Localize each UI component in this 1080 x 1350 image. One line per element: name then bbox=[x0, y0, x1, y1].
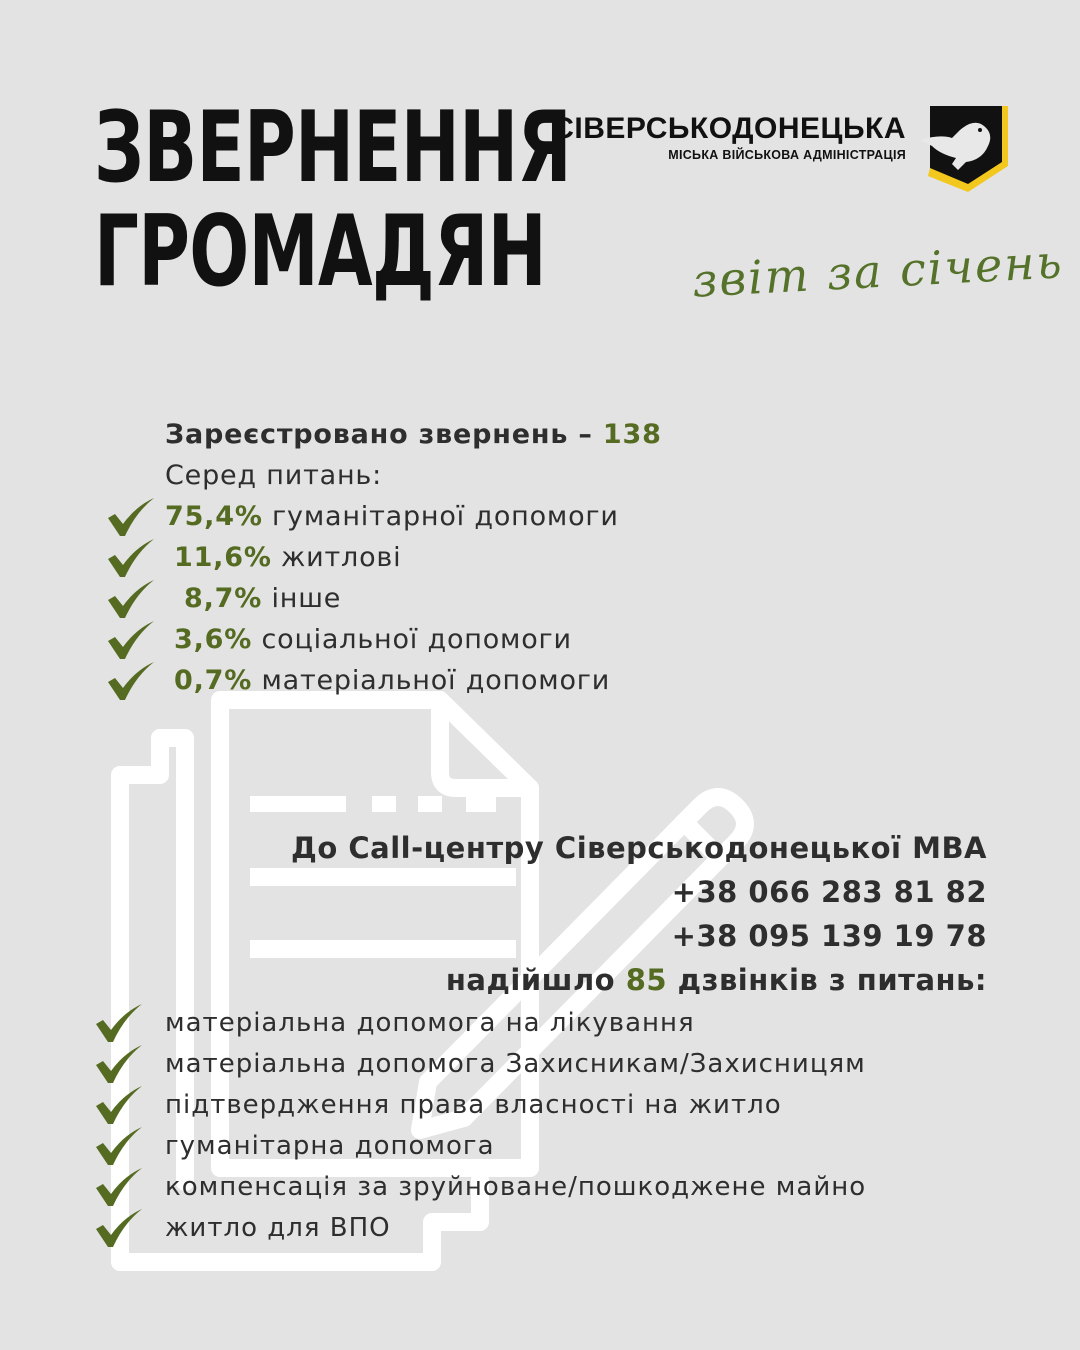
phone-1: +38 066 283 81 82 bbox=[671, 875, 987, 909]
check-icon bbox=[106, 662, 156, 702]
topics-list bbox=[165, 1003, 866, 1249]
list-item bbox=[165, 496, 662, 537]
check-icon bbox=[94, 1209, 144, 1249]
list-item bbox=[165, 578, 662, 619]
title-line-1: ЗВЕРНЕННЯ bbox=[94, 91, 572, 205]
check-icon bbox=[106, 621, 156, 661]
logo-subtitle: МІСЬКА ВІЙСЬКОВА АДМІНІСТРАЦІЯ bbox=[668, 148, 906, 162]
stat-label: житлові bbox=[271, 542, 402, 573]
calls-count: 85 bbox=[625, 963, 668, 997]
stat-label: соціальної допомоги bbox=[252, 624, 572, 655]
among-label: Серед питань: bbox=[165, 460, 382, 491]
stat-percent: 11,6% bbox=[174, 542, 272, 573]
list-item: компенсація за зруйноване/пошкоджене майно bbox=[165, 1172, 867, 1202]
check-icon bbox=[94, 1004, 144, 1044]
list-item bbox=[165, 660, 662, 701]
title-line-2: ГРОМАДЯН bbox=[94, 195, 546, 309]
stat-percent: 3,6% bbox=[174, 624, 253, 655]
stat-percent: 0,7% bbox=[174, 665, 253, 696]
list-item: матеріальна допомога Захисникам/Захисницям bbox=[165, 1049, 866, 1079]
registered-label: Зареєстровано звернень – bbox=[165, 419, 603, 450]
phone-2: +38 095 139 19 78 bbox=[671, 919, 987, 953]
page-title bbox=[94, 91, 572, 309]
report-label: звіт за січень bbox=[690, 234, 1065, 308]
check-icon bbox=[94, 1168, 144, 1208]
call-center-heading: До Call-центру Сіверськодонецької МВА bbox=[291, 831, 987, 865]
list-item bbox=[165, 619, 662, 660]
stat-percent: 75,4% bbox=[165, 501, 263, 532]
stat-label: гуманітарної допомоги bbox=[262, 501, 619, 532]
registered-line bbox=[165, 414, 662, 455]
check-icon bbox=[106, 580, 156, 620]
calls-line bbox=[291, 958, 987, 1002]
list-item: житло для ВПО bbox=[165, 1213, 391, 1243]
call-center-block bbox=[291, 826, 987, 1002]
check-icon bbox=[106, 498, 156, 538]
stat-label: інше bbox=[262, 583, 342, 614]
check-icon bbox=[94, 1127, 144, 1167]
list-item: гуманітарна допомога bbox=[165, 1131, 495, 1161]
check-icon bbox=[94, 1086, 144, 1126]
calls-prefix: надійшло bbox=[445, 963, 626, 997]
stat-label: матеріальної допомоги bbox=[252, 665, 611, 696]
check-icon bbox=[94, 1045, 144, 1085]
logo bbox=[552, 112, 906, 162]
list-item: матеріальна допомога на лікування bbox=[165, 1008, 695, 1038]
stats-block bbox=[165, 414, 662, 701]
list-item: підтвердження права власності на житло bbox=[165, 1090, 782, 1120]
bird-crest-icon bbox=[918, 104, 1010, 192]
logo-name: СІВЕРСЬКОДОНЕЦЬКА bbox=[552, 112, 906, 145]
registered-count: 138 bbox=[602, 419, 662, 450]
calls-suffix: дзвінків з питань: bbox=[667, 963, 987, 997]
stat-percent: 8,7% bbox=[184, 583, 263, 614]
check-icon bbox=[106, 539, 156, 579]
list-item bbox=[165, 537, 662, 578]
